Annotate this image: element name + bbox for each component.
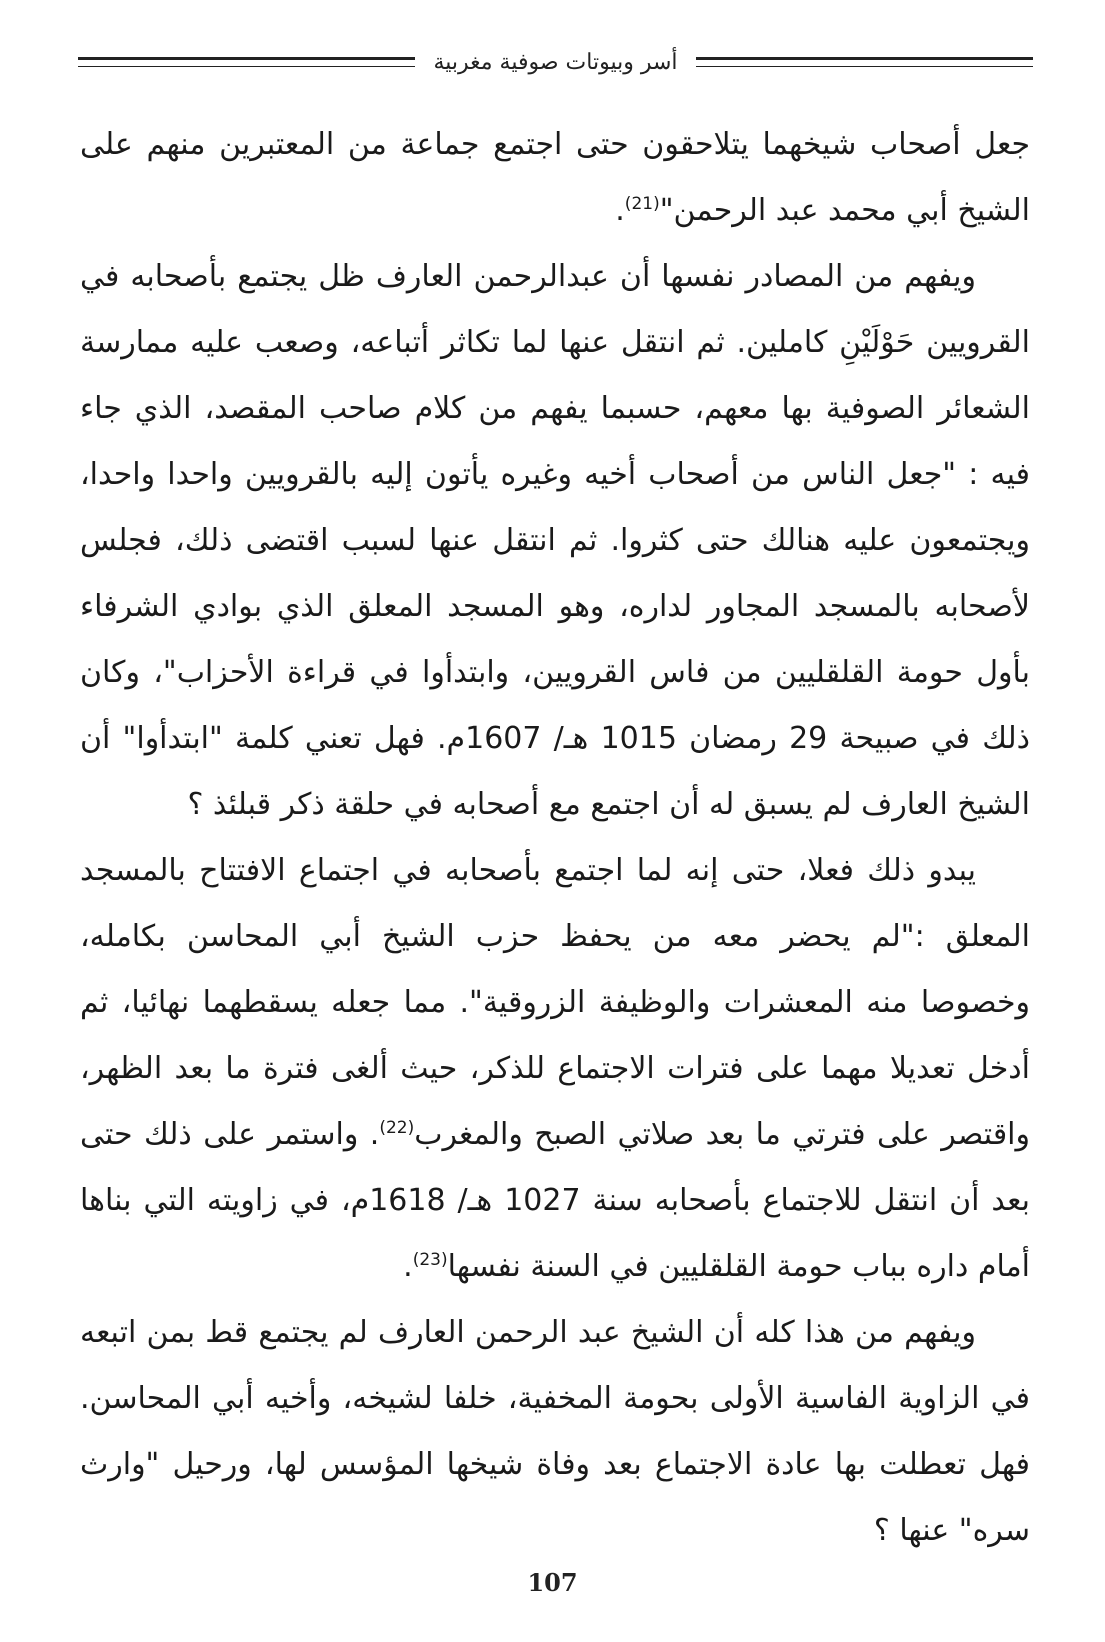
running-header-title: أسر وبيوتات صوفية مغربية [433,49,678,75]
body-text [80,112,1030,1552]
paragraph [80,112,1030,244]
footnote-marker: (23) [412,1250,448,1270]
footnote-marker: (22) [379,1118,415,1138]
page-number: 107 [527,1568,578,1597]
header-rule-left [78,57,415,67]
paragraph-text: جعل أصحاب شيخهما يتلاحقون حتى اجتمع جماعة من المعتبرين منهم على الشيخ أبي محمد عبد الرحمن" [80,127,1030,228]
paragraph [80,244,1030,838]
header-rule-right [696,57,1033,67]
paragraph [80,838,1030,1300]
paragraph [80,1300,1030,1552]
paragraph-text: . [403,1249,413,1284]
footnote-marker: (21) [624,194,660,214]
paragraph-text: يبدو ذلك فعلا، حتى إنه لما اجتمع بأصحابه في اجتماع الافتتاح بالمسجد المعلق :"لم يحضر معه من يحفظ حزب الشيخ أبي المحاسن بكامله، وخصوصا منه المعشرات والوظيفة الزروقية". مما جعله يسقطهما نهائيا، ثم أدخل تعديلا مهما على فترات الاجتماع للذكر، حيث ألغى فترة ما بعد الظهر، واقتصر على فترتي ما بعد صلاتي الصبح والمغرب [80,853,1030,1152]
paragraph-text: ويفهم من هذا كله أن الشيخ عبد الرحمن العارف لم يجتمع قط بمن اتبعه في الزاوية الفاسية الأولى بحومة المخفية، خلفا لشيخه، وأخيه أبي المحاسن. فهل تعطلت بها عادة الاجتماع بعد وفاة شيخها المؤسس لها، ورحيل "وارث سره" عنها ؟ [80,1315,1030,1548]
paragraph-text: . واستمر على ذلك حتى بعد أن انتقل للاجتماع بأصحابه سنة 1027 هـ/ 1618م، في زاويته التي بناها أمام داره بباب حومة القلقليين في السنة نفسها [80,1117,1030,1284]
paragraph-text: . [615,193,625,228]
paragraph-text: ويفهم من المصادر نفسها أن عبدالرحمن العارف ظل يجتمع بأصحابه في القرويين حَوْلَيْنِ كاملين. ثم انتقل عنها لما تكاثر أتباعه، وصعب عليه ممارسة الشعائر الصوفية بها معهم، حسبما يفهم من كلام صاحب المقصد، الذي جاء فيه : "جعل الناس من أصحاب أخيه وغيره يأتون إليه بالقرويين واحدا واحدا، ويجتمعون عليه هنالك حتى كثروا. ثم انتقل عنها لسبب اقتضى ذلك، فجلس لأصحابه بالمسجد المجاور لداره، وهو المسجد المعلق الذي بوادي الشرفاء بأول حومة القلقليين من فاس القرويين، وابتدأوا في قراءة الأحزاب"، وكان ذلك في صبيحة 29 رمضان 1015 هـ/ 1607م. فهل تعني كلمة "ابتدأوا" أن الشيخ العارف لم يسبق له أن اجتمع مع أصحابه في حلقة ذكر قبلئذ ؟ [80,259,1030,822]
running-header [78,40,1033,84]
